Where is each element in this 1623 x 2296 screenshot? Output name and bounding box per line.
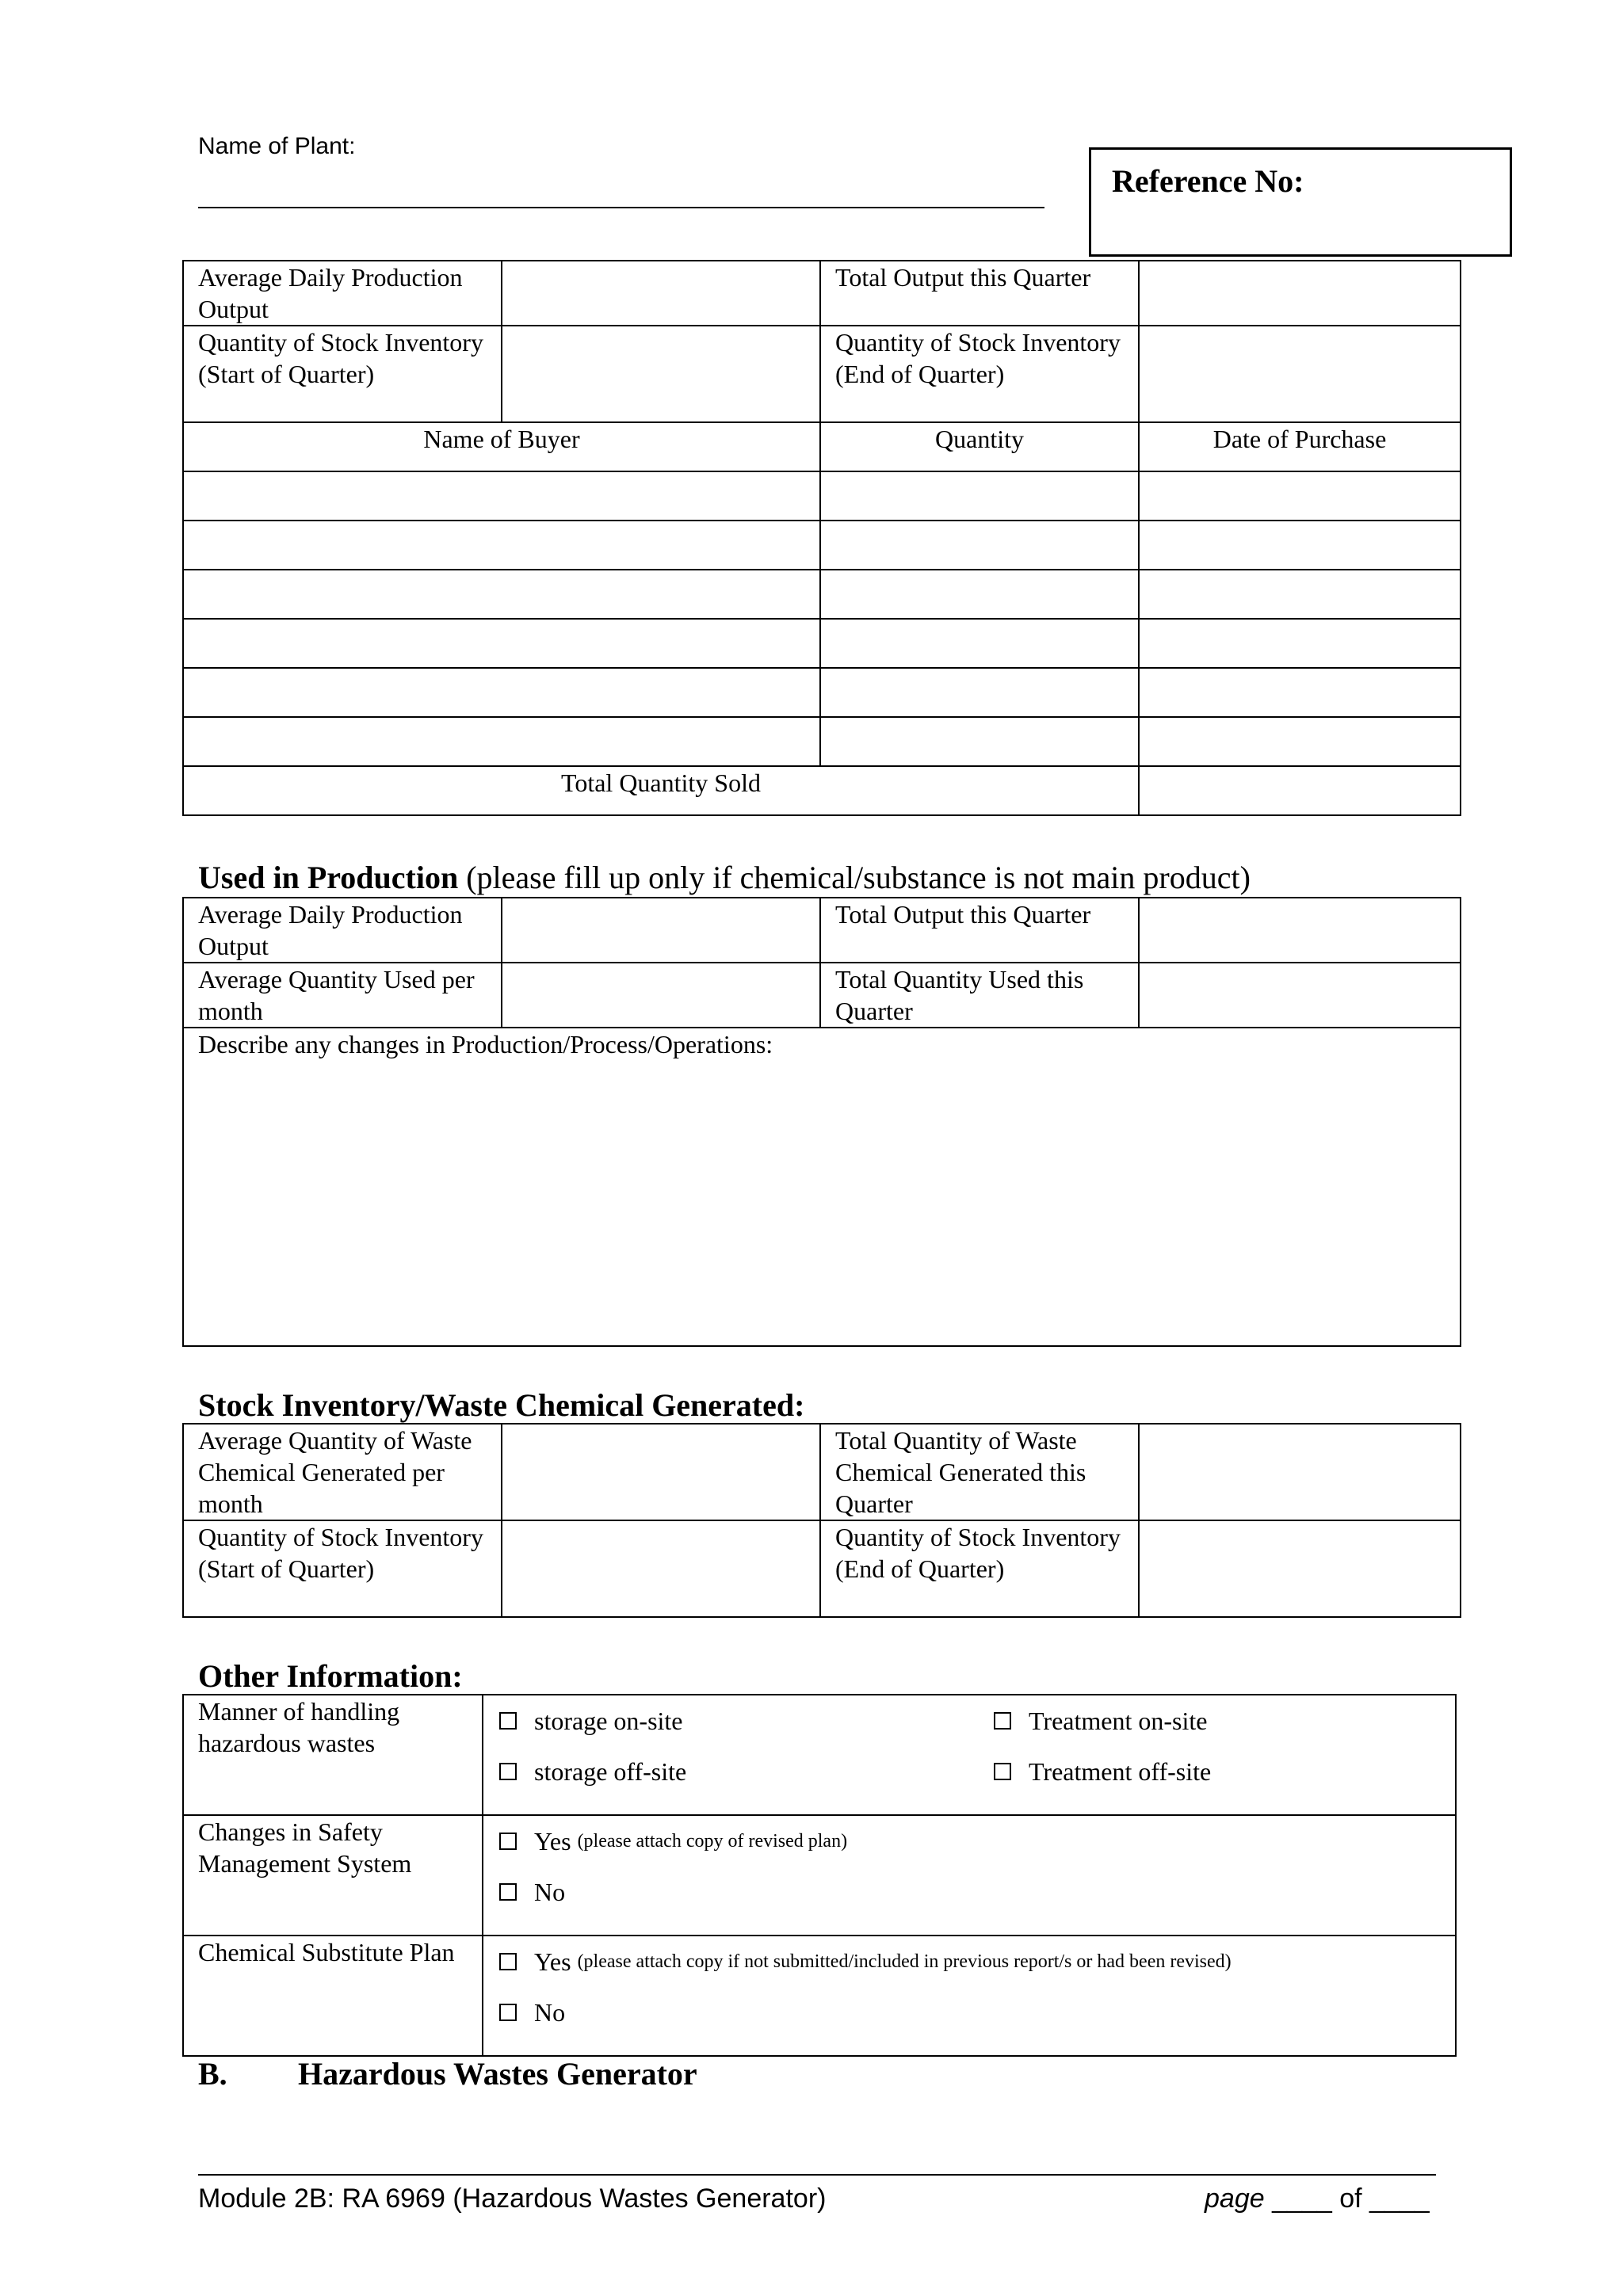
safety-yes-option[interactable] bbox=[499, 1816, 1455, 1867]
safety-yes-label: Yes bbox=[534, 1827, 571, 1855]
buyer-cell[interactable] bbox=[183, 717, 820, 766]
substitute-yes-note: (please attach copy if not submitted/included in previous report/s or had been revised) bbox=[577, 1951, 1232, 1972]
checkbox[interactable] bbox=[499, 1883, 517, 1901]
buyer-cell[interactable] bbox=[183, 619, 820, 668]
uip-avg-daily-output-field[interactable] bbox=[502, 898, 820, 963]
footer-page-blank[interactable]: ____ bbox=[1272, 2183, 1332, 2214]
table-row bbox=[183, 619, 1461, 668]
avg-waste-month-field[interactable] bbox=[502, 1424, 820, 1520]
total-used-quarter-label: Total Quantity Used this Quarter bbox=[820, 963, 1139, 1028]
treatment-offsite-label: Treatment off-site bbox=[1029, 1757, 1212, 1786]
column-header-date: Date of Purchase bbox=[1139, 422, 1461, 471]
quantity-cell[interactable] bbox=[820, 471, 1139, 521]
table-row bbox=[183, 668, 1461, 717]
checkbox[interactable] bbox=[499, 1763, 517, 1780]
waste-stock-end-label: Quantity of Stock Inventory (End of Quarter) bbox=[820, 1520, 1139, 1617]
buyer-cell[interactable] bbox=[183, 521, 820, 570]
checkbox[interactable] bbox=[499, 1833, 517, 1850]
plant-name-field[interactable] bbox=[198, 207, 1044, 208]
date-cell[interactable] bbox=[1139, 619, 1461, 668]
substitute-yes-option[interactable] bbox=[499, 1936, 1455, 1987]
buyer-cell[interactable] bbox=[183, 668, 820, 717]
substitute-no-label: No bbox=[534, 1998, 566, 2027]
waste-stock-start-label: Quantity of Stock Inventory (Start of Quarter) bbox=[183, 1520, 502, 1617]
footer-of-word: of bbox=[1339, 2183, 1362, 2214]
stock-end-label: Quantity of Stock Inventory (End of Quarter) bbox=[820, 326, 1139, 422]
stock-end-field[interactable] bbox=[1139, 326, 1461, 422]
quantity-cell[interactable] bbox=[820, 521, 1139, 570]
quantity-cell[interactable] bbox=[820, 717, 1139, 766]
table-row bbox=[183, 717, 1461, 766]
storage-offsite-option[interactable] bbox=[499, 1746, 994, 1797]
total-output-field[interactable] bbox=[1139, 261, 1461, 326]
used-in-production-note: (please fill up only if chemical/substance is not main product) bbox=[466, 860, 1251, 895]
other-info-title: Other Information: bbox=[198, 1658, 463, 1694]
total-output-label: Total Output this Quarter bbox=[820, 261, 1139, 326]
treatment-onsite-label: Treatment on-site bbox=[1029, 1707, 1208, 1735]
table-row bbox=[183, 570, 1461, 619]
substitute-yes-label: Yes bbox=[534, 1947, 571, 1976]
plant-name-label: Name of Plant: bbox=[198, 133, 356, 159]
checkbox[interactable] bbox=[499, 1712, 517, 1730]
reference-label: Reference No: bbox=[1112, 163, 1304, 199]
section-b-letter: B. bbox=[198, 2056, 227, 2092]
uip-total-output-label: Total Output this Quarter bbox=[820, 898, 1139, 963]
footer-module-text: Module 2B: RA 6969 (Hazardous Wastes Generator) bbox=[198, 2183, 827, 2214]
safety-yes-note: (please attach copy of revised plan) bbox=[577, 1831, 848, 1852]
total-sold-field[interactable] bbox=[1139, 766, 1461, 815]
buyer-cell[interactable] bbox=[183, 570, 820, 619]
total-waste-quarter-label: Total Quantity of Waste Chemical Generated this Quarter bbox=[820, 1424, 1139, 1520]
date-cell[interactable] bbox=[1139, 471, 1461, 521]
storage-onsite-label: storage on-site bbox=[534, 1707, 683, 1735]
checkbox[interactable] bbox=[994, 1712, 1011, 1730]
uip-avg-daily-output-label: Average Daily Production Output bbox=[183, 898, 502, 963]
quantity-cell[interactable] bbox=[820, 668, 1139, 717]
column-header-buyer: Name of Buyer bbox=[183, 422, 820, 471]
total-waste-quarter-field[interactable] bbox=[1139, 1424, 1461, 1520]
stock-start-label: Quantity of Stock Inventory (Start of Quarter) bbox=[183, 326, 502, 422]
avg-used-month-label: Average Quantity Used per month bbox=[183, 963, 502, 1028]
avg-daily-output-label: Average Daily Production Output bbox=[183, 261, 502, 326]
footer-of-blank[interactable]: ____ bbox=[1369, 2183, 1430, 2214]
date-cell[interactable] bbox=[1139, 570, 1461, 619]
treatment-onsite-option[interactable] bbox=[994, 1695, 1211, 1746]
footer-page-word: page bbox=[1205, 2183, 1265, 2214]
substitute-label: Chemical Substitute Plan bbox=[183, 1936, 483, 2056]
table-row bbox=[183, 521, 1461, 570]
checkbox[interactable] bbox=[499, 2004, 517, 2021]
quantity-cell[interactable] bbox=[820, 570, 1139, 619]
checkbox[interactable] bbox=[499, 1953, 517, 1970]
sales-table bbox=[182, 260, 1461, 816]
storage-offsite-label: storage off-site bbox=[534, 1757, 687, 1786]
date-cell[interactable] bbox=[1139, 668, 1461, 717]
avg-waste-month-label: Average Quantity of Waste Chemical Generated per month bbox=[183, 1424, 502, 1520]
describe-changes-field[interactable] bbox=[183, 1028, 1461, 1346]
used-in-production-table bbox=[182, 897, 1461, 1347]
waste-stock-start-field[interactable] bbox=[502, 1520, 820, 1617]
date-cell[interactable] bbox=[1139, 521, 1461, 570]
safety-label: Changes in Safety Management System bbox=[183, 1815, 483, 1936]
date-cell[interactable] bbox=[1139, 717, 1461, 766]
total-used-quarter-field[interactable] bbox=[1139, 963, 1461, 1028]
waste-section-title: Stock Inventory/Waste Chemical Generated: bbox=[198, 1387, 805, 1423]
substitute-no-option[interactable] bbox=[499, 1987, 1455, 2038]
safety-no-option[interactable] bbox=[499, 1867, 1455, 1917]
waste-stock-end-field[interactable] bbox=[1139, 1520, 1461, 1617]
table-row bbox=[183, 471, 1461, 521]
handling-label: Manner of handling hazardous wastes bbox=[183, 1695, 483, 1815]
describe-changes-label: Describe any changes in Production/Process/Operations: bbox=[198, 1030, 773, 1058]
checkbox[interactable] bbox=[994, 1763, 1011, 1780]
footer-divider bbox=[198, 2174, 1436, 2176]
safety-no-label: No bbox=[534, 1878, 566, 1906]
quantity-cell[interactable] bbox=[820, 619, 1139, 668]
stock-start-field[interactable] bbox=[502, 326, 820, 422]
other-info-table bbox=[182, 1694, 1457, 2057]
column-header-quantity: Quantity bbox=[820, 422, 1139, 471]
footer-page-number bbox=[1205, 2183, 1430, 2214]
used-in-production-title: Used in Production bbox=[198, 860, 459, 895]
avg-daily-output-field[interactable] bbox=[502, 261, 820, 326]
buyer-cell[interactable] bbox=[183, 471, 820, 521]
total-sold-label: Total Quantity Sold bbox=[183, 766, 1139, 815]
storage-onsite-option[interactable] bbox=[499, 1695, 994, 1746]
reference-box[interactable] bbox=[1089, 147, 1512, 257]
avg-used-month-field[interactable] bbox=[502, 963, 820, 1028]
uip-total-output-field[interactable] bbox=[1139, 898, 1461, 963]
section-b-title: Hazardous Wastes Generator bbox=[298, 2056, 697, 2092]
used-in-production-heading bbox=[198, 860, 1251, 895]
treatment-offsite-option[interactable] bbox=[994, 1746, 1211, 1797]
waste-table bbox=[182, 1423, 1461, 1618]
